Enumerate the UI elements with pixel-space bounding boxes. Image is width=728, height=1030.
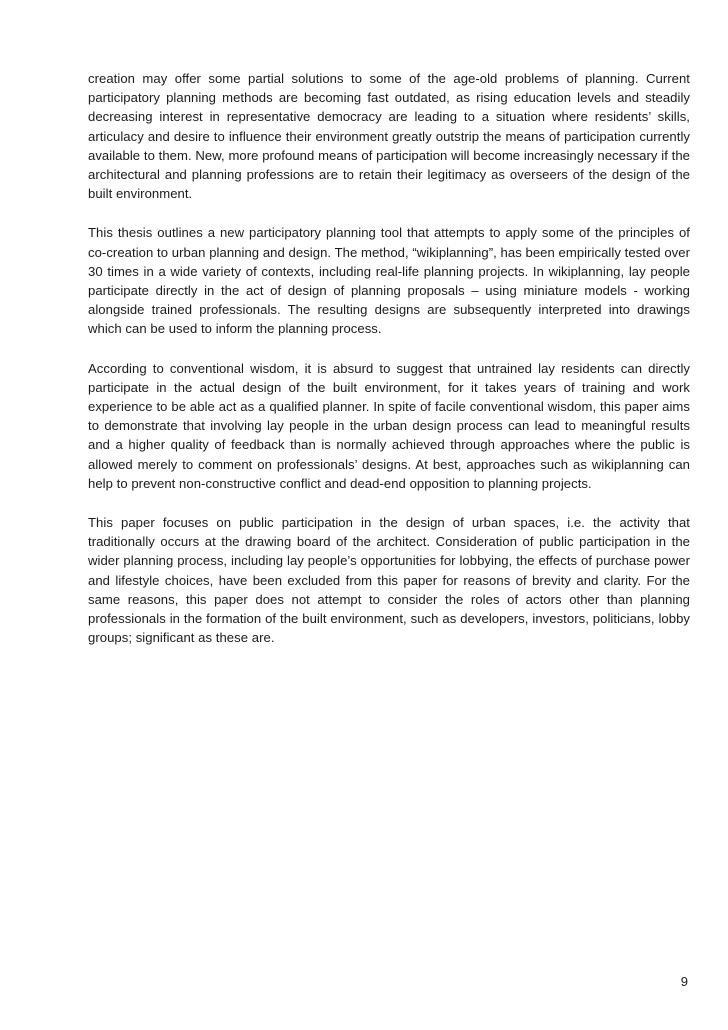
page-number: 9 [680,974,688,989]
paragraph-2: This thesis outlines a new participatory planning tool that attempts to apply some of the principles of co-creation to urban planning and design. The method, “wikiplanning”, has been empirically tested over 30 times in a wide variety of contexts, including real-life planning projects. In wikiplanning, lay people participate directly in the act of design of planning proposals – using miniature models - working alongside trained professionals. The resulting designs are subsequently interpreted into drawings which can be used to inform the planning process. [88,225,690,337]
paragraph-4: This paper focuses on public participation in the design of urban spaces, i.e. the activity that traditionally occurs at the drawing board of the architect. Consideration of public participation in the wider planning process, including lay people’s opportunities for lobbying, the effects of purchase power and lifestyle choices, have been excluded from this paper for reasons of brevity and clarity. For the same reasons, this paper does not attempt to consider the roles of actors other than planning professionals in the formation of the built environment, such as developers, investors, politicians, lobby groups; significant as these are. [88,515,690,646]
body-text [88,69,690,667]
paragraph-1: creation may offer some partial solutions to some of the age-old problems of planning. Current participatory planning methods are becoming fast outdated, as rising education levels and steadily decreasing interest in representative democracy are leading to a situation where residents’ skills, articulacy and desire to influence their environment greatly outstrip the means of participation currently available to them. New, more profound means of participation will become increasingly necessary if the architectural and planning professions are to retain their legitimacy as overseers of the design of the built environment. [88,71,690,202]
paragraph-3: According to conventional wisdom, it is absurd to suggest that untrained lay residents can directly participate in the actual design of the built environment, for it takes years of training and work experience to be able act as a qualified planner. In spite of facile conventional wisdom, this paper aims to demonstrate that involving lay people in the urban design process can lead to meaningful results and a higher quality of feedback than is normally achieved through approaches where the public is allowed merely to comment on professionals’ designs. At best, approaches such as wikiplanning can help to prevent non-constructive conflict and dead-end opposition to planning projects. [88,360,690,491]
